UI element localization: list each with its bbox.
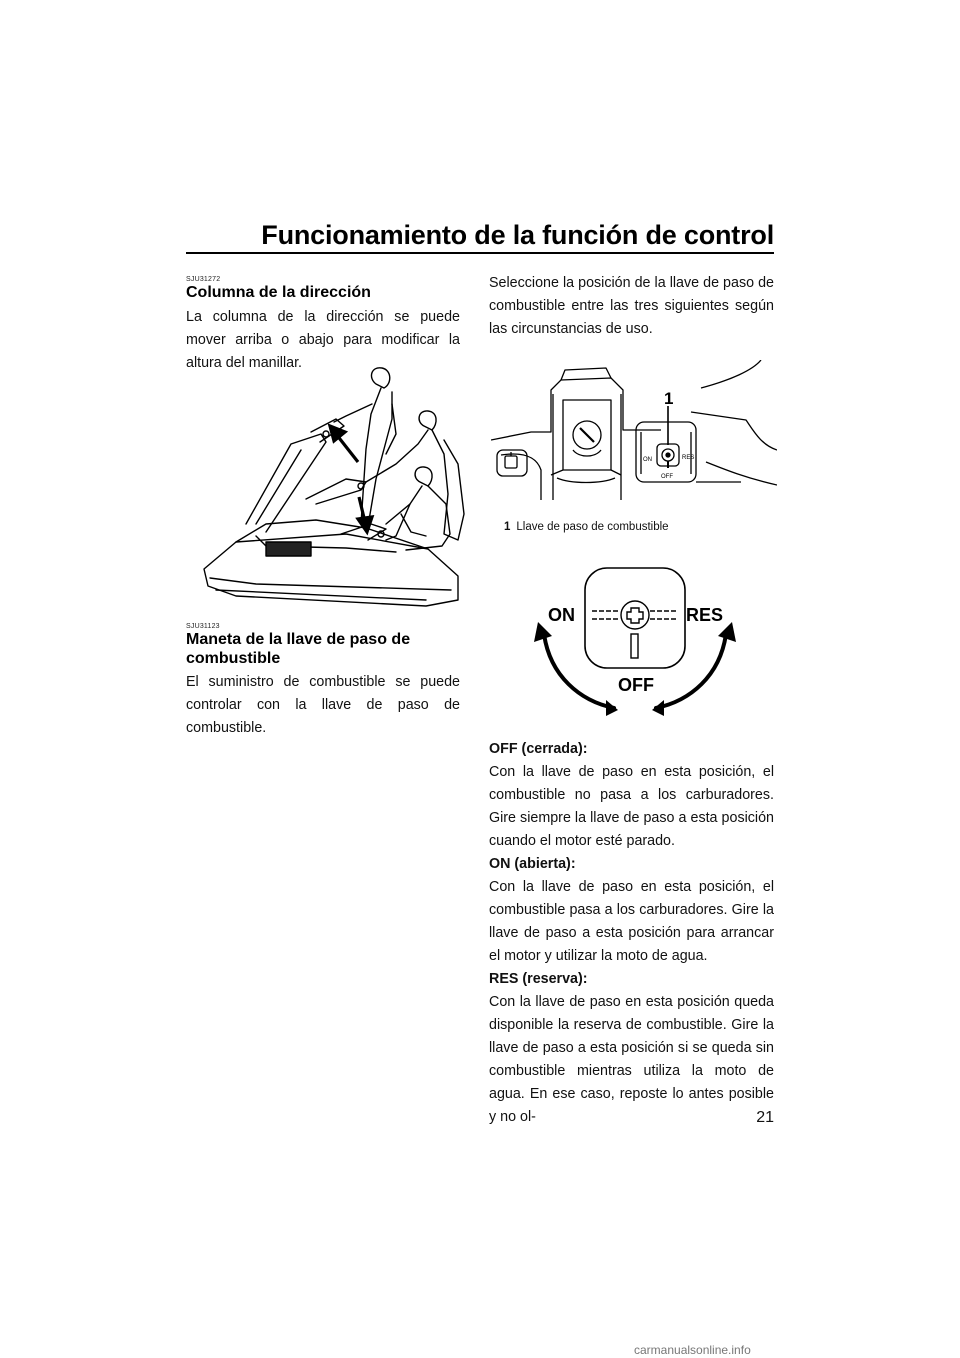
photo-off-label: OFF [661, 474, 673, 480]
off-term: OFF (cerrada): [489, 741, 588, 757]
on-text: Con la llave de paso en esta posición, el combustible pasa a los carburadores. Gire la llave de paso a esta posición para arrancar el motor y utilizar la moto de agua. [489, 879, 774, 964]
title-rule [186, 252, 774, 254]
caption-number: 1 [504, 521, 511, 533]
jetski-illustration [196, 364, 466, 610]
figure-caption [504, 521, 669, 533]
on-term: ON (abierta): [489, 856, 576, 872]
diagram-on-label: ON [548, 605, 575, 625]
res-term: RES (reserva): [489, 971, 588, 987]
section-heading: Maneta de la llave de paso de [186, 631, 411, 648]
steering-section [186, 276, 460, 375]
footer-watermark[interactable]: carmanualsonline.info [634, 1343, 751, 1357]
section-body: El suministro de combustible se puede controlar con la llave de paso de combustible. [186, 674, 460, 736]
section-code: SJU31123 [186, 623, 220, 630]
page-title: Funcionamiento de la función de control [261, 220, 774, 250]
photo-res-label: RES [682, 455, 695, 461]
section-code: SJU31272 [186, 276, 221, 283]
section-heading-cont: combustible [186, 650, 281, 667]
section-heading: Columna de la dirección [186, 284, 371, 301]
photo-on-label: ON [643, 457, 652, 463]
fuel-cock-positions-diagram [530, 566, 740, 720]
fuel-cock-section [186, 623, 460, 740]
diagram-res-label: RES [686, 605, 724, 625]
section-body: La columna de la dirección se puede mover arriba o abajo para modificar la altura del manillar. [186, 309, 460, 371]
positions-description [489, 738, 774, 1129]
diagram-off-label: OFF [618, 675, 654, 695]
page-number: 21 [756, 1109, 774, 1126]
callout-number: 1 [664, 389, 674, 408]
intro-paragraph [489, 272, 774, 341]
fuel-cock-photo-figure [491, 360, 777, 520]
intro-text: Seleccione la posición de la llave de paso de combustible entre las tres siguientes según las circunstancias de uso. [489, 275, 774, 337]
off-text: Con la llave de paso en esta posición, el combustible no pasa a los carburadores. Gire siempre la llave de paso a esta posición cuando el motor esté parado. [489, 764, 774, 849]
res-text: Con la llave de paso en esta posición queda disponible la reserva de combustible. Gire la llave de paso a esta posición si se queda sin combustible mientras utiliza la moto de agua. En ese caso, reposte lo antes posible y no ol- [489, 994, 774, 1125]
caption-text: Llave de paso de combustible [516, 521, 669, 533]
